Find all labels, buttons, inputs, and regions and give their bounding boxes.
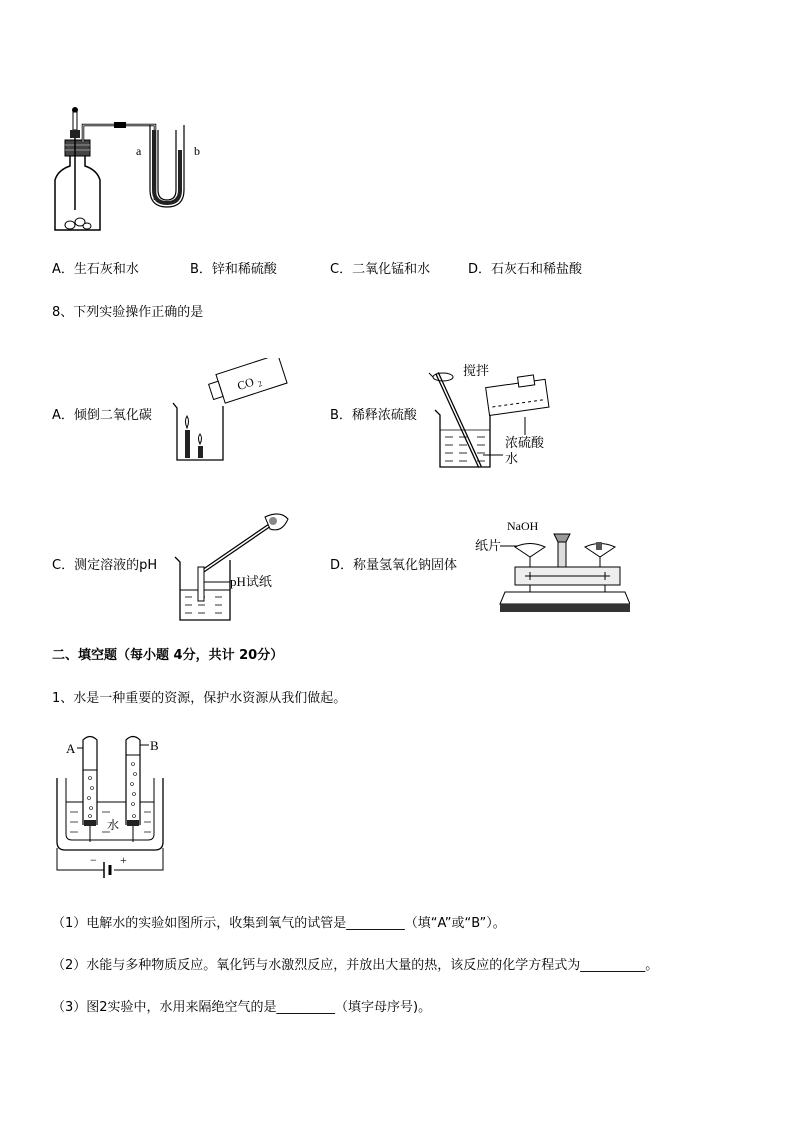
minus-sign: − [90,853,97,867]
q7-option-c: C．二氧化锰和水 [330,262,431,277]
conc-acid-label: 浓硫酸 [505,435,545,450]
s2-q1-part3: （3）图2实验中，水用来隔绝空气的是_________（填字母序号)。 [52,1000,432,1015]
q8-option-d: D．称量氢氧化钠固体 [330,558,458,573]
q7-option-d: D．石灰石和稀盐酸 [468,262,583,277]
s2-q1-part1: （1）电解水的实验如图所示，收集到氧气的试管是_________（填“A”或“B”）。 [52,916,506,931]
label-a: a [136,144,142,158]
section2-heading: 二、填空题（每小题 4分，共计 20分） [52,648,284,663]
q8-stem: 8、下列实验操作正确的是 [52,305,204,320]
electrolysis-figure [52,730,182,890]
ph-paper-label: pH试纸 [230,574,272,589]
q8-option-c: C．测定溶液的pH [52,558,158,573]
ph-test-figure [170,505,300,625]
paper-label: 纸片 [475,538,502,553]
water-label: 水 [505,451,519,466]
tube-a-label: A [66,741,76,756]
q8-option-b: B．稀释浓硫酸 [330,408,417,423]
pour-co2-figure [165,358,295,468]
tube-b-label: B [150,738,159,753]
plus-sign: + [120,853,127,867]
s2-q1-stem: 1、水是一种重要的资源，保护水资源从我们做起。 [52,691,347,706]
q8-option-a: A．倾倒二氧化碳 [52,408,152,423]
gas-apparatus-figure [50,100,220,235]
naoh-label: NaOH [507,519,539,533]
label-b: b [194,144,200,158]
q7-option-b: B．锌和稀硫酸 [190,262,277,277]
s2-q1-part2: （2）水能与多种物质反应。氧化钙与水激烈反应，并放出大量的热，该反应的化学方程式为__________。 [52,958,659,973]
water-label-electrolysis: 水 [107,818,120,832]
stir-label: 搅拌 [463,363,490,378]
dilute-acid-figure [425,355,575,475]
q7-option-a: A．生石灰和水 [52,262,139,277]
co2-label-sub: 2 [256,379,264,389]
balance-figure [470,512,630,617]
co2-label: CO [235,374,256,394]
